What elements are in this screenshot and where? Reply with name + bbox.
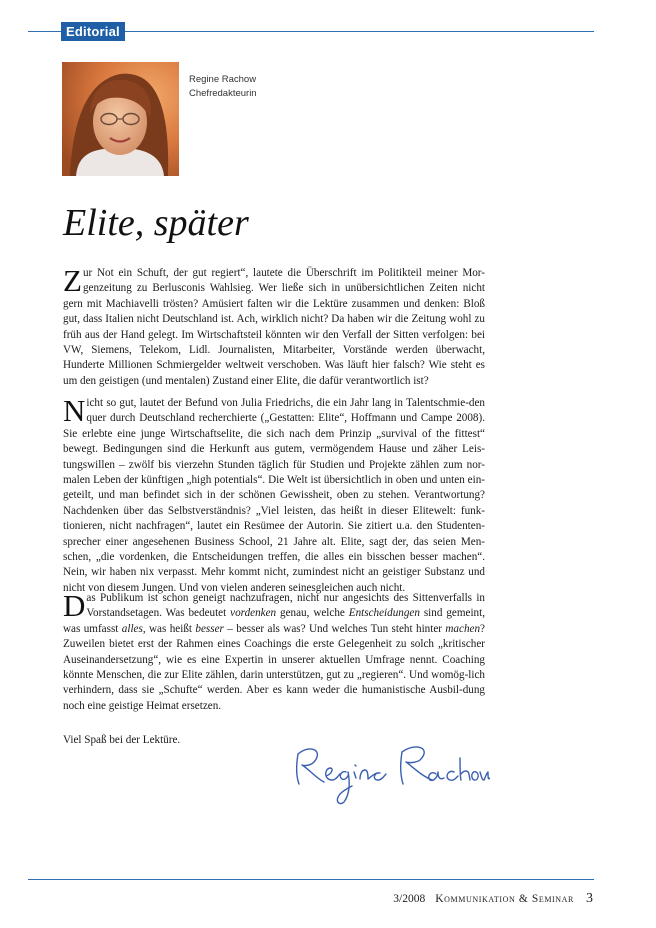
footer-rule bbox=[28, 879, 594, 880]
author-block bbox=[189, 73, 257, 101]
author-name: Regine Rachow bbox=[189, 74, 257, 85]
paragraph-text: as Publikum ist schon geneigt nachzufragen, nicht nur angesichts des Sittenverfalls in Vorstandsetagen. Was bedeutet vordenken genau, welche Entscheidungen sind gemeint, was umfasst alles, was heißt besser – besser als was? Und welches Tun steht hinter machen? Zuweilen bietet erst der Rahmen eines Coachings die erste Gelegenheit zu solch „kritischer Auseinandersetzung“, wie es eine Expertin in unserer aktuellen Umfrage nennt. Coaching könnte Menschen, die zur Elite zählen, darin unterstützen, gut zu „regieren“. Und womög-lich verhindern, dass sie „Schufte“ werden. Aber es kann weder die humanistische Ausbil-dung noch eine geistige Heimat ersetzen. bbox=[63, 592, 485, 712]
emphasis: machen bbox=[445, 622, 481, 635]
emphasis: vordenken bbox=[230, 607, 277, 620]
body-paragraph-1 bbox=[63, 263, 485, 389]
drop-cap: N bbox=[63, 393, 86, 428]
section-tag: Editorial bbox=[61, 22, 125, 41]
handwritten-signature bbox=[290, 732, 490, 810]
magazine-name: Kommunikation & Seminar bbox=[435, 893, 574, 905]
body-paragraph-3 bbox=[63, 588, 485, 714]
page-number: 3 bbox=[586, 891, 593, 906]
headline: Elite, später bbox=[63, 202, 249, 244]
emphasis: alles bbox=[121, 622, 143, 635]
author-photo bbox=[62, 62, 179, 176]
emphasis: Entscheidungen bbox=[348, 607, 420, 620]
drop-cap: D bbox=[63, 588, 86, 623]
author-role: Chefredakteurin bbox=[189, 88, 257, 99]
issue-number: 3/2008 bbox=[393, 893, 426, 905]
body-paragraph-2 bbox=[63, 393, 485, 596]
closing-line: Viel Spaß bei der Lektüre. bbox=[63, 734, 181, 746]
emphasis: besser bbox=[195, 622, 224, 635]
page-footer bbox=[393, 891, 593, 907]
paragraph-text: ur Not ein Schuft, der gut regiert“, lautete die Überschrift im Politikteil meiner Mor-genzeitung zu Berlusconis Wahlsieg. Wer ließe sich in unübersichtlichen Zeiten nicht gern mit Machiavelli trösten? Amüsiert falten wir die Lektüre zusammen und denken: Bloß gut, dass Italien nicht Deutschland ist. Ach, wirklich nicht? Da haben wir die Zeitung wohl zu früh aus der Hand gelegt. Im Wirtschaftsteil könnten wir den Verfall der Sitten verfolgen: bei VW, Siemens, Telekom, Lidl. Journalisten, Mitarbeiter, Vorstände werden überwacht, Hunderte Millionen Schmiergelder weltweit verschoben. Was läuft hier falsch? Wie steht es um den geistigen (und mentalen) Zustand einer Elite, die dafür verantwortlich ist? bbox=[63, 267, 485, 387]
paragraph-text: icht so gut, lautet der Befund von Julia Friedrichs, die ein Jahr lang in Talentschmie-den quer durch Deutschland recherchierte („Gestatten: Elite“, Hoffmann und Campe 2008). Sie erlebte eine junge Wirtschaftselite, die sich nach dem Prinzip „survival of the fittest“ bewegt. Bedingungen sind die Herkunft aus gutem, vermögendem Hause und zäher Leis-tungswillen – zwölf bis vierzehn Stunden täglich für Studien und Projekte zählen zum nor-malen Leben der künftigen „high potentials“. Die Welt ist übersichtlich in oben und unten ein-geteilt, und man befindet sich in der schönen Gewissheit, oben zu stehen. Verantwortung? Nachdenken über das Selbstverständnis? „Viel leisten, das heißt in dieser Elitewelt: funk-tionieren, nicht nachfragen“, lautet ein Resümee der Autorin. Sie zitiert u.a. den Studenten-sprecher einer angesehenen Business School, 21 Jahre alt. Elite, sagt der, das seien Men-schen, „die vordenken, die Entscheidungen treffen, die alles ein bisschen besser machen“. Nein, wir haben nix verpasst. Mehr kommt nicht, zumindest nicht an geistiger Substanz und nicht von diesem Jungen. Und von vielen anderen seinesgleichen auch nicht. bbox=[63, 397, 485, 594]
drop-cap: Z bbox=[63, 263, 82, 298]
